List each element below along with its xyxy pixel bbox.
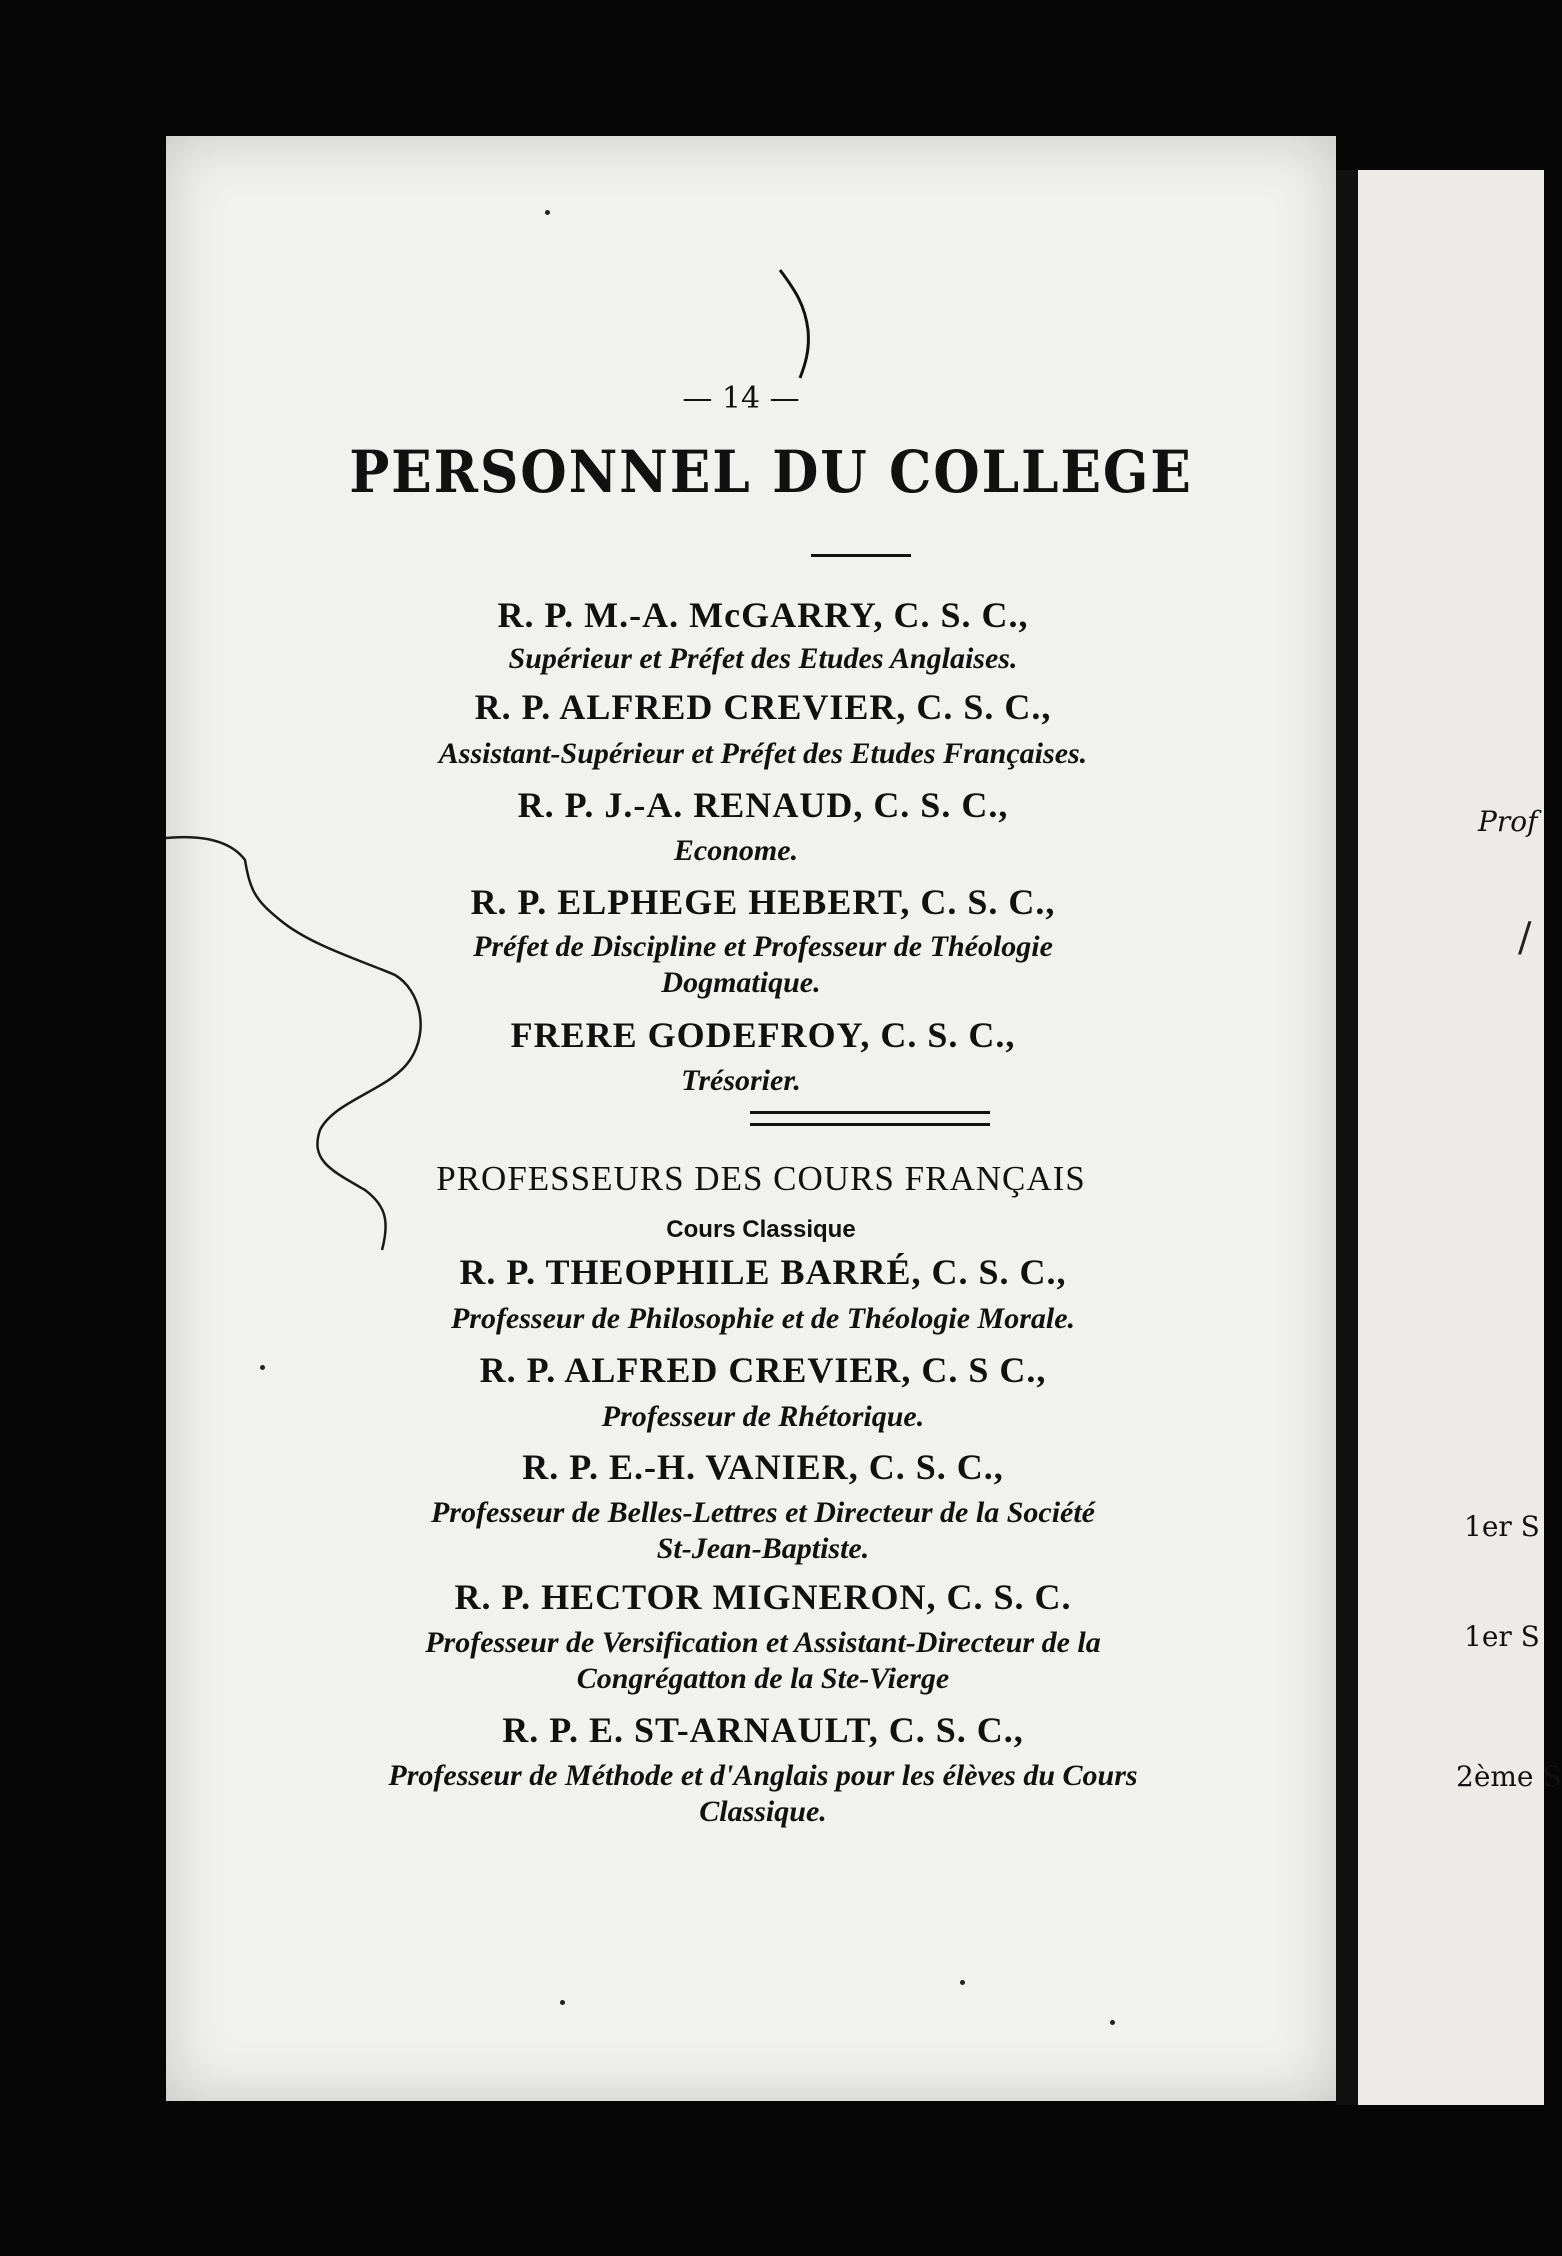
staff-role: Trésorier. — [681, 1064, 801, 1097]
professor-role: Professeur de Belles-Lettres et Directeur de la Société — [430, 1496, 1095, 1529]
section-rule — [750, 1123, 990, 1126]
pencil-mark: / — [1518, 915, 1532, 961]
professor-role: Professeur de Philosophie et de Théologie Morale. — [450, 1302, 1076, 1335]
page-content — [166, 136, 1336, 2101]
section-subheading: Cours Classique — [666, 1216, 856, 1243]
staff-name: FRERE GODEFROY, C. S. C., — [510, 1015, 1016, 1055]
professor-role: Professeur de Rhétorique. — [601, 1400, 925, 1433]
staff-role: Préfet de Discipline et Professeur de Théologie — [473, 930, 1053, 963]
staff-name: R. P. ELPHEGE HEBERT, C. S. C., — [470, 882, 1056, 922]
staff-role: Econome. — [673, 834, 799, 867]
professor-name: R. P. HECTOR MIGNERON, C. S. C. — [454, 1577, 1072, 1617]
paper-speck — [1110, 2020, 1115, 2025]
staff-name: R. P. J.-A. RENAUD, C. S. C., — [517, 785, 1009, 825]
professor-name: R. P. E.-H. VANIER, C. S. C., — [522, 1447, 1004, 1487]
staff-name: R. P. M.-A. McGARRY, C. S. C., — [497, 595, 1029, 635]
paper-speck — [545, 210, 550, 215]
right-page-fragment: 1er S — [1464, 1620, 1540, 1653]
right-page-fragment: 1er S — [1464, 1510, 1540, 1543]
right-page-fragment: Prof — [1478, 805, 1538, 838]
section-rule — [750, 1111, 990, 1114]
page-number: — 14 — — [682, 381, 800, 416]
right-page-fragment: 2ème S — [1456, 1760, 1562, 1793]
paper-speck — [960, 1980, 965, 1985]
paper-speck — [560, 2000, 565, 2005]
professor-role-continued: Classique. — [699, 1795, 827, 1828]
professor-name: R. P. ALFRED CREVIER, C. S C., — [479, 1350, 1047, 1390]
professor-role: Professeur de Méthode et d'Anglais pour les élèves du Cours — [388, 1759, 1138, 1792]
staff-role-continued: Dogmatique. — [661, 966, 821, 999]
professor-name: R. P. E. ST-ARNAULT, C. S. C., — [502, 1710, 1024, 1750]
section-heading: PROFESSEURS DES COURS FRANÇAIS — [436, 1159, 1086, 1198]
professor-role-continued: Congrégatton de la Ste-Vierge — [576, 1662, 950, 1695]
staff-role: Supérieur et Préfet des Etudes Anglaises. — [508, 642, 1018, 675]
professor-role: Professeur de Versification et Assistant-Directeur de la — [425, 1626, 1101, 1659]
page-title: PERSONNEL DU COLLEGE — [349, 438, 1193, 506]
title-rule — [811, 554, 911, 557]
professor-name: R. P. THEOPHILE BARRÉ, C. S. C., — [459, 1252, 1067, 1292]
staff-name: R. P. ALFRED CREVIER, C. S. C., — [474, 687, 1052, 727]
paper-speck — [260, 1365, 265, 1370]
professor-role-continued: St-Jean-Baptiste. — [656, 1532, 870, 1565]
right-page — [1358, 170, 1562, 2105]
staff-role: Assistant-Supérieur et Préfet des Etudes Françaises. — [438, 737, 1088, 770]
